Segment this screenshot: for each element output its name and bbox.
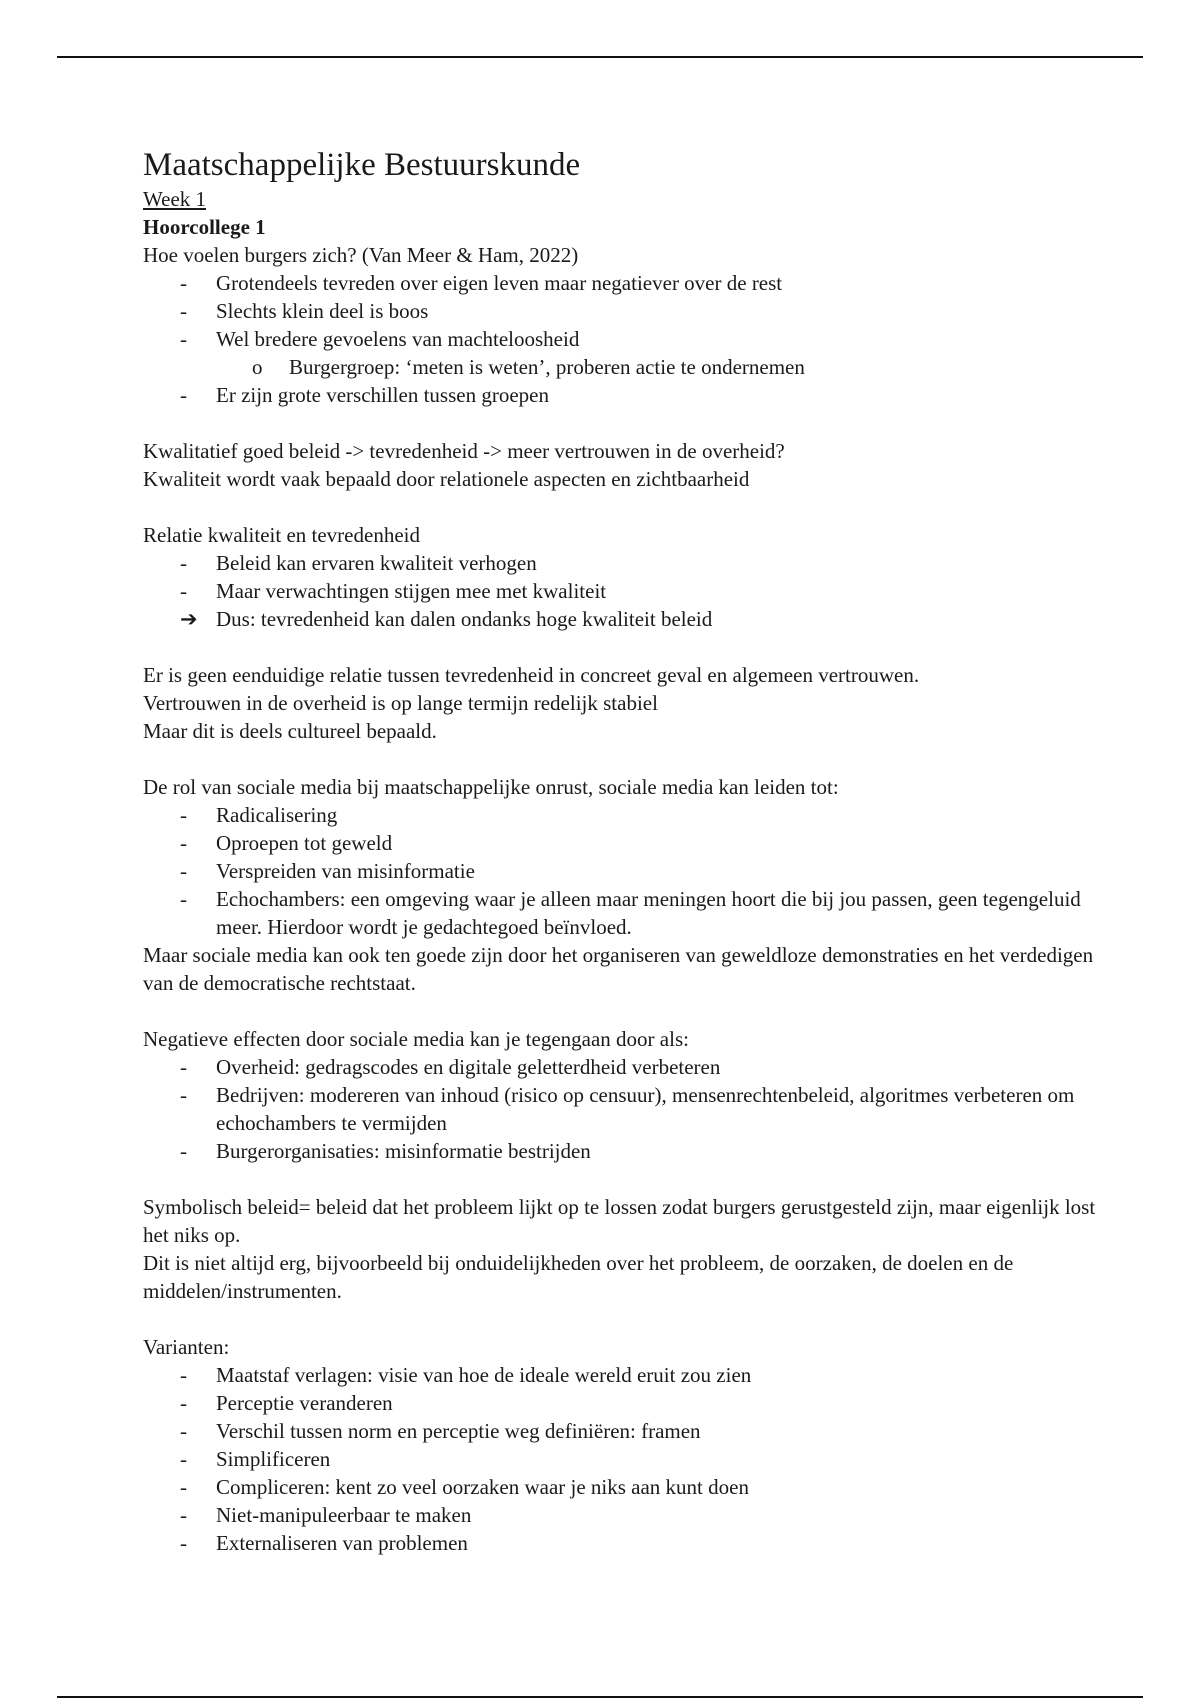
dash-bullet: -	[180, 1503, 187, 1527]
dash-bullet: -	[180, 1139, 187, 1163]
bullet-list	[143, 269, 1103, 353]
list-item: - Overheid: gedragscodes en digitale geletterdheid verbeteren	[180, 1055, 721, 1079]
paragraph-line: Kwalitatief goed beleid -> tevredenheid -> meer vertrouwen in de overheid?	[143, 439, 785, 463]
dash-bullet: -	[180, 551, 187, 575]
document-body	[143, 145, 1103, 1557]
dash-bullet: -	[180, 327, 187, 351]
paragraph-line: Maar dit is deels cultureel bepaald.	[143, 719, 437, 743]
paragraph: Maar sociale media kan ook ten goede zijn door het organiseren van geweldloze demonstraties en het verdedigen van de democratische rechtstaat.	[143, 943, 1094, 995]
list-item: - Compliceren: kent zo veel oorzaken waar je niks aan kunt doen	[180, 1475, 749, 1499]
dash-bullet: -	[180, 803, 187, 827]
list-item: - Maatstaf verlagen: visie van hoe de ideale wereld eruit zou zien	[180, 1363, 752, 1387]
top-rule	[57, 56, 1143, 58]
dash-bullet: -	[180, 887, 187, 911]
dash-bullet: -	[180, 1055, 187, 1079]
list-item: ➔ Dus: tevredenheid kan dalen ondanks hoge kwaliteit beleid	[180, 607, 713, 631]
dash-bullet: -	[180, 831, 187, 855]
paragraph-line: Vertrouwen in de overheid is op lange termijn redelijk stabiel	[143, 691, 658, 715]
paragraph: Dit is niet altijd erg, bijvoorbeeld bij onduidelijkheden over het probleem, de oorzaken, de doelen en de middelen/instrumenten.	[143, 1251, 1014, 1303]
list-item: - Beleid kan ervaren kwaliteit verhogen	[180, 551, 537, 575]
list-item: - Verschil tussen norm en perceptie weg definiëren: framen	[180, 1419, 701, 1443]
dash-bullet: -	[180, 383, 187, 407]
dash-bullet: -	[180, 1447, 187, 1471]
list-item: - Simplificeren	[180, 1447, 331, 1471]
lecture-heading: Hoorcollege 1	[143, 215, 266, 239]
paragraph-line: Er is geen eenduidige relatie tussen tevredenheid in concreet geval en algemeen vertrouwen.	[143, 663, 920, 687]
bullet-list	[143, 801, 1103, 941]
list-item: - Oproepen tot geweld	[180, 831, 393, 855]
list-item: - Verspreiden van misinformatie	[180, 859, 475, 883]
list-item: - Burgerorganisaties: misinformatie bestrijden	[180, 1139, 591, 1163]
dash-bullet: -	[180, 1531, 187, 1555]
list-item: - Niet-manipuleerbaar te maken	[180, 1503, 472, 1527]
bullet-list	[143, 549, 1103, 633]
week-label: Week 1	[143, 187, 207, 211]
circle-bullet: o	[252, 355, 263, 379]
dash-bullet: -	[180, 299, 187, 323]
section-heading: De rol van sociale media bij maatschappelijke onrust, sociale media kan leiden tot:	[143, 775, 839, 799]
dash-bullet: -	[180, 1475, 187, 1499]
dash-bullet: -	[180, 1419, 187, 1443]
dash-bullet: -	[180, 1391, 187, 1415]
list-item: - Er zijn grote verschillen tussen groepen	[180, 383, 549, 407]
sub-list-item: o Burgergroep: ‘meten is weten’, proberen actie te ondernemen	[252, 355, 805, 379]
section-heading: Hoe voelen burgers zich? (Van Meer & Ham, 2022)	[143, 243, 579, 267]
bottom-rule	[57, 1696, 1143, 1698]
bullet-list	[143, 381, 1103, 409]
paragraph: Symbolisch beleid= beleid dat het probleem lijkt op te lossen zodat burgers gerustgesteld zijn, maar eigenlijk lost het niks op.	[143, 1195, 1096, 1247]
list-item: - Perceptie veranderen	[180, 1391, 393, 1415]
list-item: - Slechts klein deel is boos	[180, 299, 429, 323]
list-item: - Echochambers: een omgeving waar je alleen maar meningen hoort die bij jou passen, geen tegengeluid meer. Hierdoor wordt je gedachtegoed beïnvloed.	[180, 887, 1081, 939]
dash-bullet: -	[180, 1363, 187, 1387]
list-item: - Grotendeels tevreden over eigen leven maar negatiever over de rest	[180, 271, 783, 295]
section-heading: Varianten:	[143, 1335, 230, 1359]
section-heading: Relatie kwaliteit en tevredenheid	[143, 523, 420, 547]
list-item: - Radicalisering	[180, 803, 338, 827]
list-item: - Maar verwachtingen stijgen mee met kwaliteit	[180, 579, 607, 603]
dash-bullet: -	[180, 859, 187, 883]
list-item: - Bedrijven: modereren van inhoud (risico op censuur), mensenrechtenbeleid, algoritmes verbeteren om echochambers te vermijden	[180, 1083, 1075, 1135]
bullet-list	[143, 1361, 1103, 1557]
list-item: - Wel bredere gevoelens van machteloosheid	[180, 327, 580, 351]
dash-bullet: -	[180, 1083, 187, 1107]
paragraph-line: Kwaliteit wordt vaak bepaald door relationele aspecten en zichtbaarheid	[143, 467, 750, 491]
arrow-right-icon: ➔	[180, 607, 198, 631]
bullet-list	[143, 1053, 1103, 1165]
list-item: - Externaliseren van problemen	[180, 1531, 468, 1555]
section-heading: Negatieve effecten door sociale media kan je tegengaan door als:	[143, 1027, 689, 1051]
document-title: Maatschappelijke Bestuurskunde	[143, 147, 581, 183]
dash-bullet: -	[180, 271, 187, 295]
dash-bullet: -	[180, 579, 187, 603]
